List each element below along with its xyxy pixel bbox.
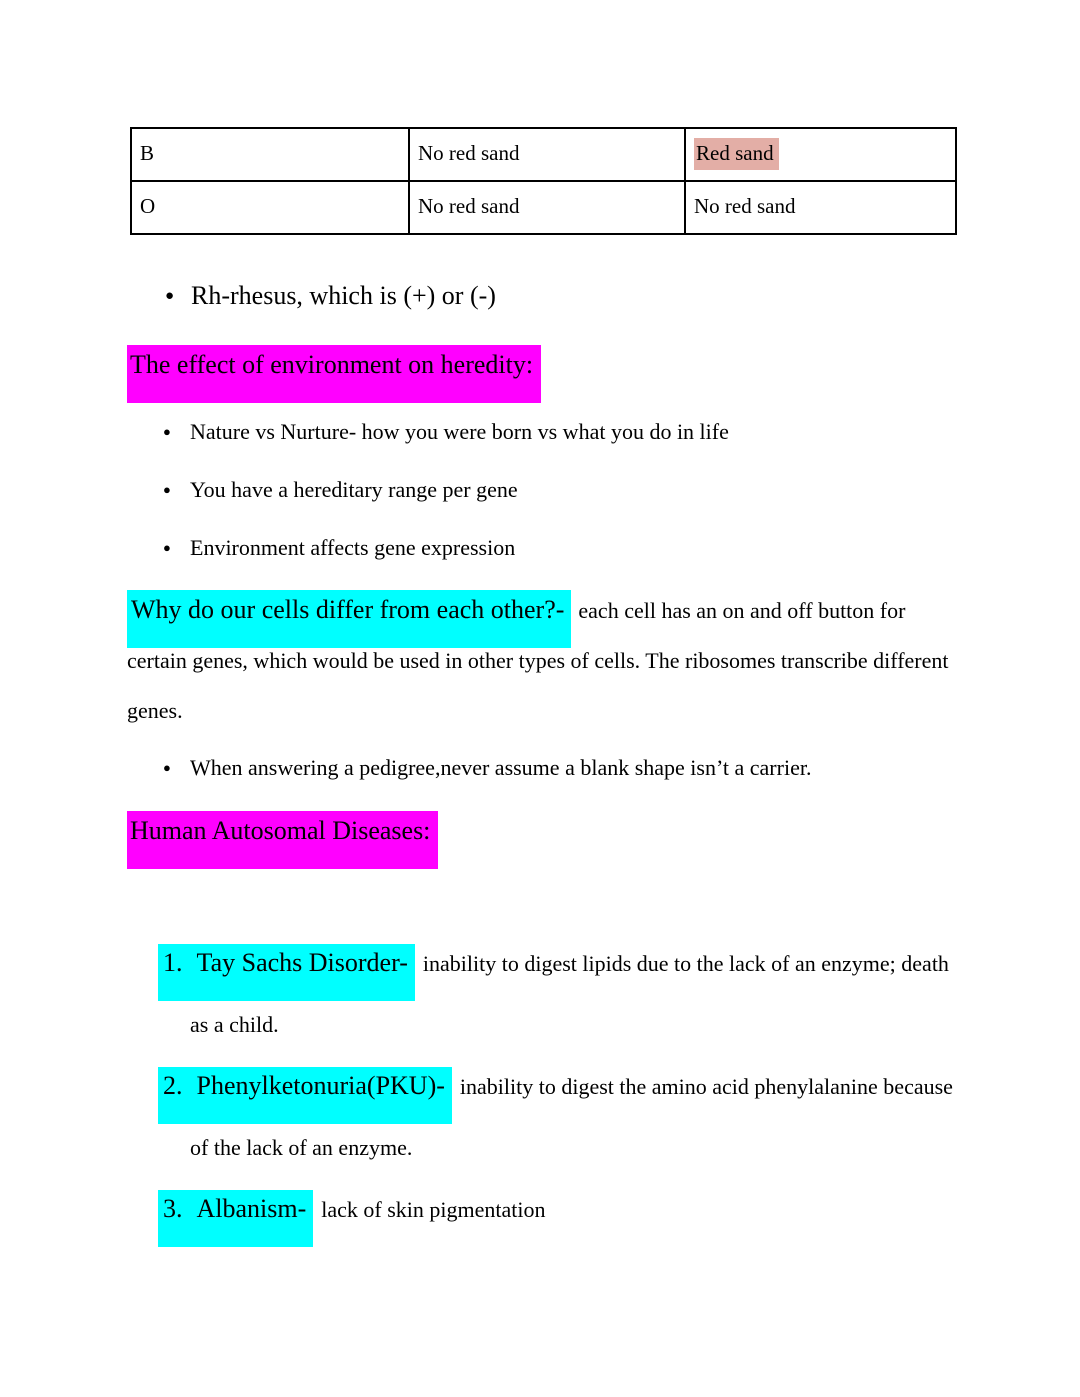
section-heading-environment — [127, 345, 963, 403]
magenta-highlight: Human Autosomal Diseases: — [127, 811, 438, 869]
disease-definition: lack of skin pigmentation — [321, 1197, 546, 1222]
blood-type-table — [130, 127, 957, 235]
list-item-albanism — [127, 1178, 963, 1240]
question-answer-text: each cell has an on and off button for certain genes, which would be used in other types of cells. The ribosomes transcribe different genes. — [127, 598, 949, 723]
list-number: 1. — [163, 948, 183, 977]
list-number: 3. — [163, 1194, 183, 1223]
bullet-item-rh: ● Rh-rhesus, which is (+) or (-) — [127, 279, 963, 313]
table-cell-blood-type: B — [131, 128, 409, 181]
rh-bullet-list — [127, 279, 963, 313]
section-heading-diseases — [127, 811, 963, 869]
table-row-o — [131, 181, 956, 234]
disease-term: Albanism- — [196, 1194, 307, 1223]
disease-definition: inability to digest lipids due to the lack of an enzyme; death as a child. — [190, 951, 949, 1037]
cyan-highlight-term — [158, 944, 415, 1001]
cyan-highlight-question: Why do our cells differ from each other?- — [127, 590, 571, 648]
magenta-highlight: The effect of environment on heredity: — [127, 345, 541, 403]
disease-term: Tay Sachs Disorder- — [196, 948, 408, 977]
bullet-item-gene-expression: ● Environment affects gene expression — [127, 519, 963, 577]
cyan-highlight-term — [158, 1190, 313, 1247]
table-row-b — [131, 128, 956, 181]
table-cell — [685, 128, 956, 181]
list-number: 2. — [163, 1071, 183, 1100]
bullet-item-nature-nurture: ● Nature vs Nurture- how you were born vs what you do in life — [127, 403, 963, 461]
disease-numbered-list — [127, 932, 963, 1240]
environment-bullet-list — [127, 403, 963, 577]
cells-differ-paragraph — [127, 585, 963, 736]
table-cell: No red sand — [409, 181, 685, 234]
disease-definition: inability to digest the amino acid phenylalanine because of the lack of an enzyme. — [190, 1074, 953, 1160]
document-content — [127, 127, 963, 1240]
table-cell: No red sand — [409, 128, 685, 181]
list-item-pku — [127, 1055, 963, 1178]
table-cell: No red sand — [685, 181, 956, 234]
highlighted-cell-text: Red sand — [694, 138, 779, 170]
table-cell-blood-type: O — [131, 181, 409, 234]
bullet-item-hereditary-range: ● You have a hereditary range per gene — [127, 461, 963, 519]
pedigree-bullet-list — [127, 739, 963, 797]
bullet-item-pedigree: ● When answering a pedigree,never assume a blank shape isn’t a carrier. — [127, 739, 963, 797]
disease-term: Phenylketonuria(PKU)- — [196, 1071, 445, 1100]
cyan-highlight-term — [158, 1067, 452, 1124]
list-item-tay-sachs — [127, 932, 963, 1055]
